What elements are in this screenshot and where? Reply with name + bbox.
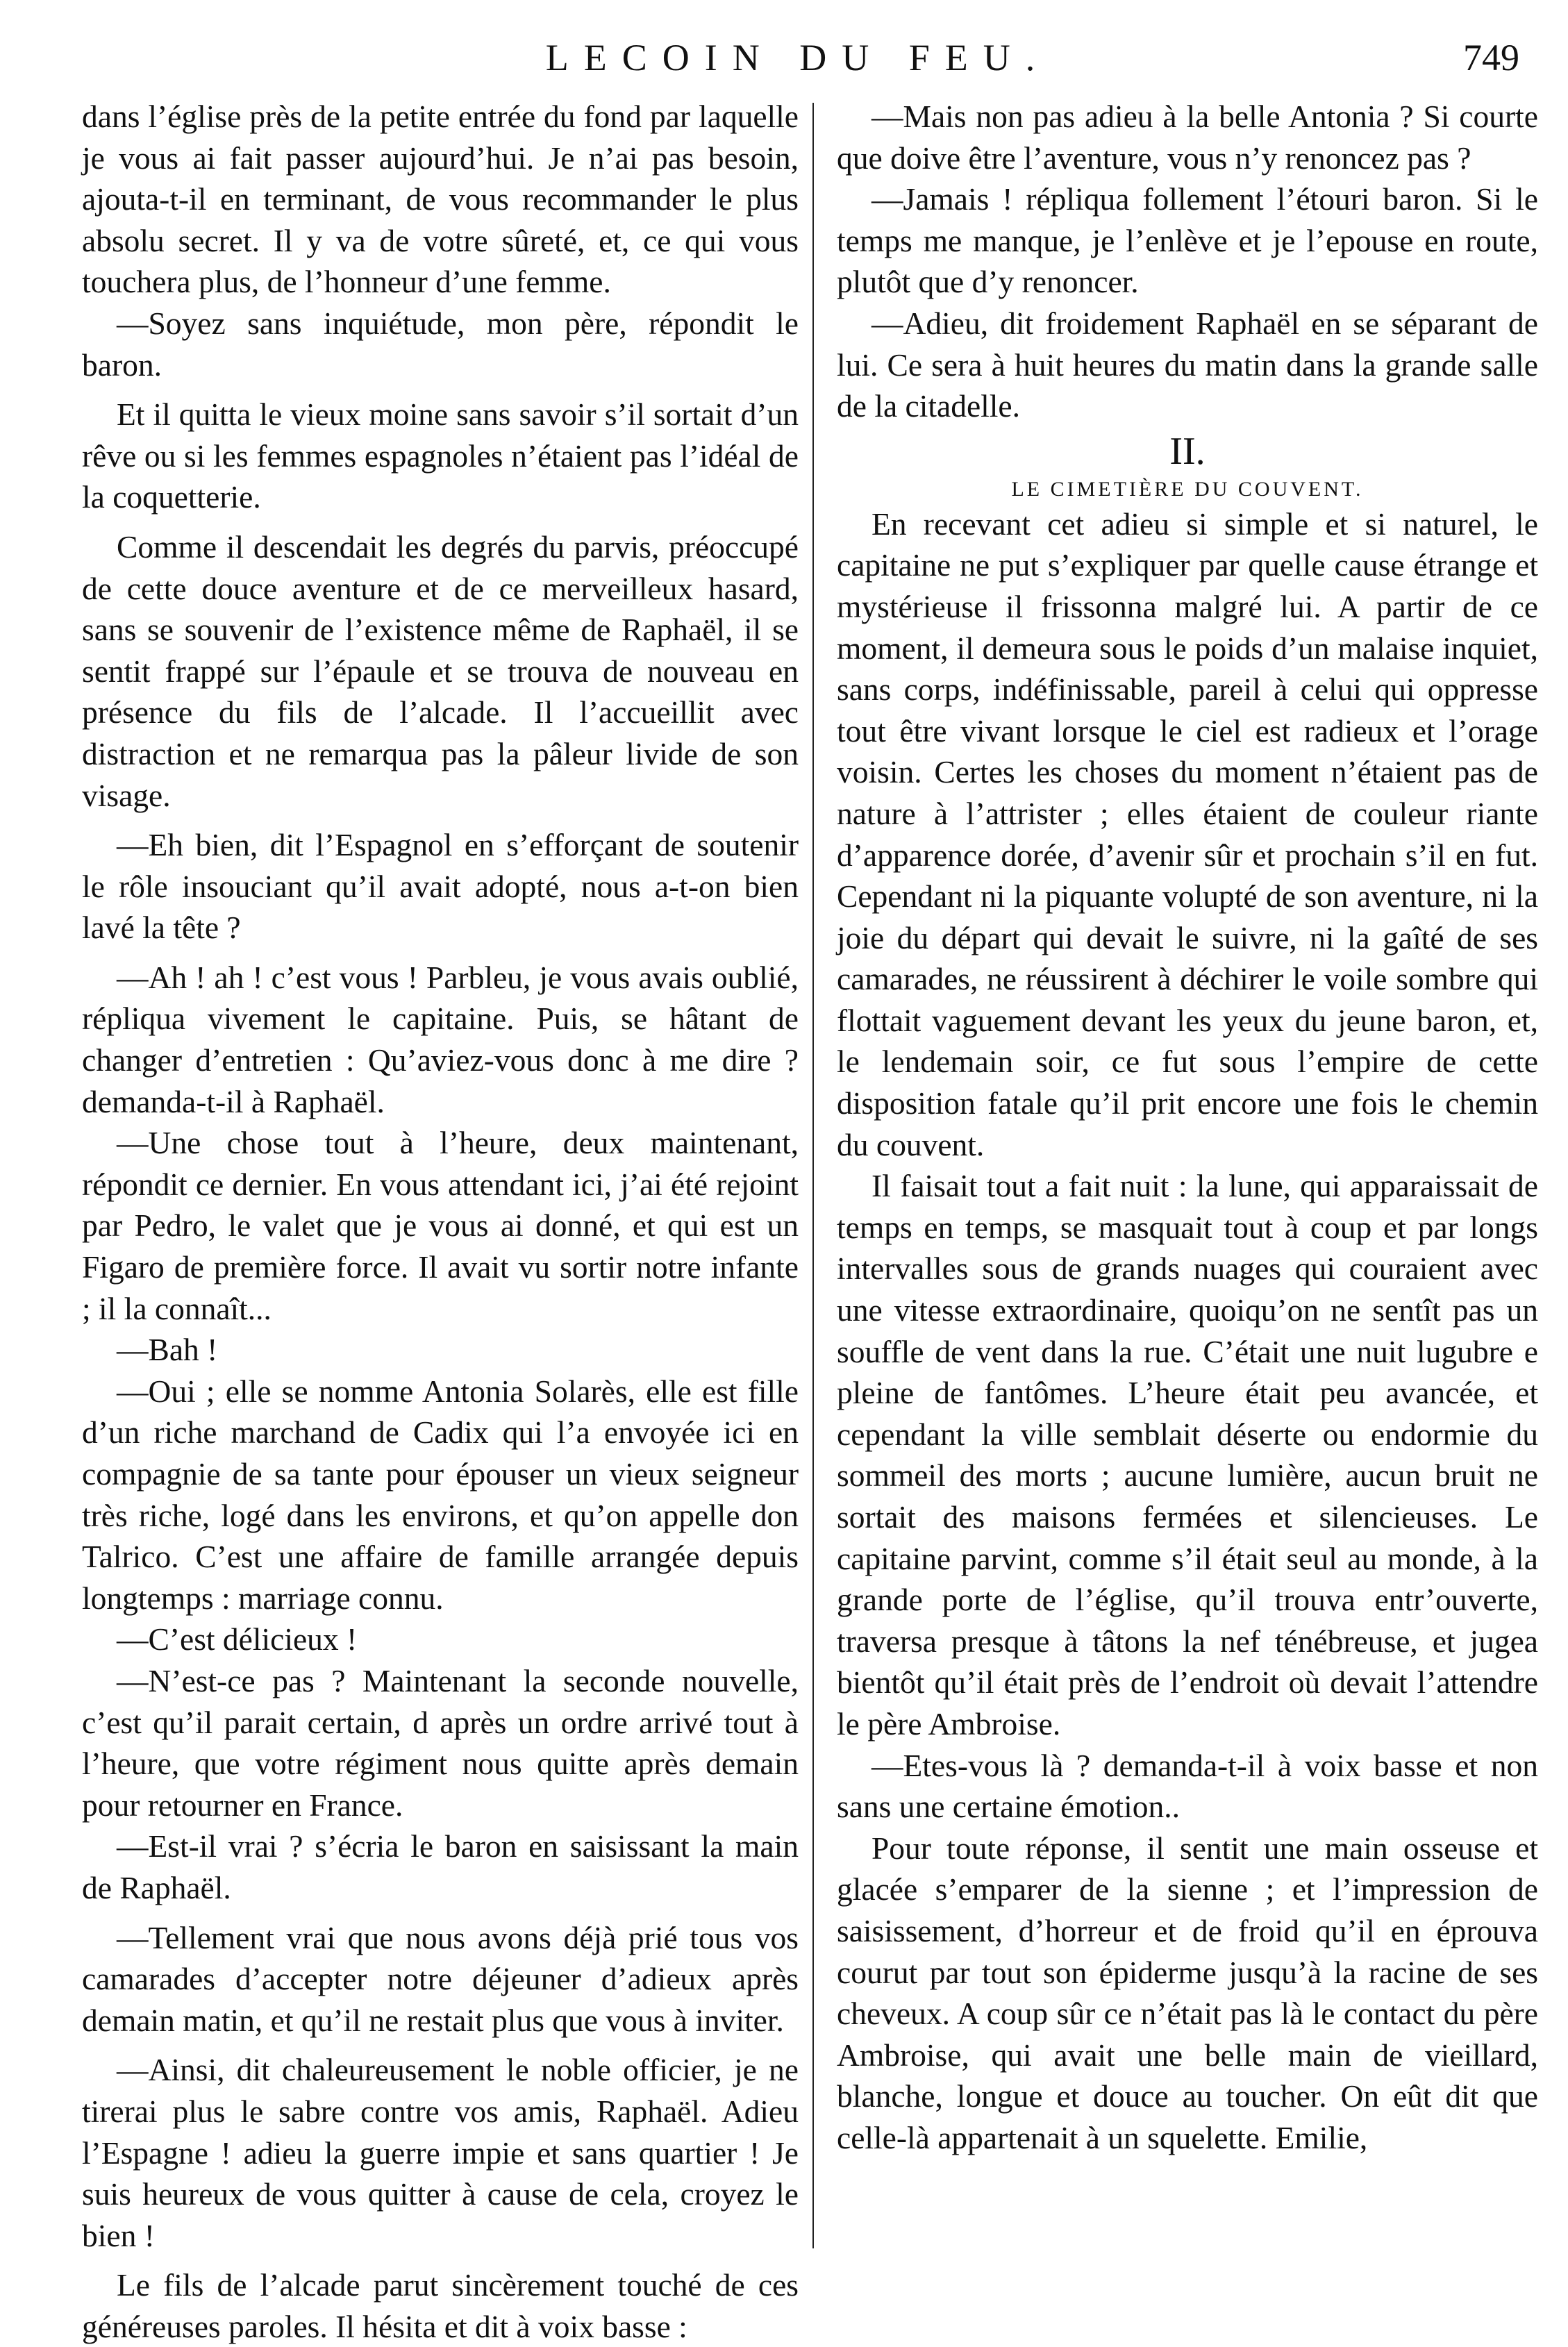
paragraph: —Ainsi, dit chaleureusement le noble officier, je ne tirerai plus le sabre contre vos amis, Raphaël. Adieu l’Espagne ! adieu la guerre impie et sans quartier ! Je suis heureux de vous quitter à cause de cela, croyez le bien !	[82, 2052, 799, 2253]
paragraph: —C’est délicieux !	[117, 1621, 358, 1657]
right-column	[837, 96, 1538, 2159]
paragraph: —Eh bien, dit l’Espagnol en s’efforçant de soutenir le rôle insouciant qu’il avait adopté, nous a-t-on bien lavé la tête ?	[82, 827, 799, 946]
paragraph: En recevant cet adieu si simple et si naturel, le capitaine ne put s’expliquer par quelle cause étrange et mystérieuse il frissonna malgré lui. A partir de ce moment, il demeura sous le poids d’un malaise inquiet, sans corps, indéfinissable, pareil à celui qui oppresse tout être vivant lorsque le ciel est radieux et l’orage voisin. Certes les choses du moment n’étaient pas de nature à l’attrister ; elles étaient de couleur riante d’apparence dorée, d’avenir sûr et prochain s’il en fut. Cependant ni la piquante volupté de son aventure, ni la joie du départ qui devait le suivre, ni la gaîté de ses camarades, ne réussirent à déchirer le voile sombre qui flottait vaguement devant les yeux du jeune baron, et, le lendemain soir, ce fut sous l’empire de cette disposition fatale qu’il prit encore une fois le chemin du couvent.	[837, 506, 1538, 1162]
paragraph: Il faisait tout a fait nuit : la lune, qui apparaissait de temps en temps, se masquait tout à coup et par longs intervalles sous de grands nuages qui couraient avec une vitesse extraordinaire, quoiqu’on ne sentît pas un souffle de vent dans la rue. C’était une nuit lugubre e pleine de fantômes. L’heure était peu avancée, et cependant la ville semblait déserte ou endormie du sommeil des morts ; aucune lumière, aucun bruit ne sortait des maisons fermées et silencieuses. Le capitaine parvint, comme s’il était seul au monde, à la grande porte de l’église, qu’il trouva entr’ouverte, traversa presque à tâtons la nef ténébreuse, et jugea bientôt qu’il était près de l’endroit où devait l’attendre le père Ambroise.	[837, 1168, 1538, 1742]
paragraph: —Jamais ! répliqua follement l’étouri baron. Si le temps me manque, je l’enlève et je l’epouse en route, plutôt que d’y renoncer.	[837, 181, 1538, 300]
paragraph: Pour toute réponse, il sentit une main osseuse et glacée s’emparer de la sienne ; et l’impression de saisissement, d’horreur et de froid qu’il en éprouva courut par tout son épiderme jusqu’à la racine de ses cheveux. A coup sûr ce n’était pas là le contact du père Ambroise, qui avait une belle main de vieillard, blanche, longue et douce au toucher. On eût dit que celle-là appartenait à un squelette. Emilie,	[837, 1830, 1538, 2155]
paragraph: —Bah !	[117, 1332, 218, 1368]
paragraph: —Une chose tout à l’heure, deux maintenant, répondit ce dernier. En vous attendant ici, j’ai été rejoint par Pedro, le valet que je vous ai donné, et qui est un Figaro de première force. Il avait vu sortir notre infante ; il la connaît...	[82, 1125, 799, 1326]
paragraph: —Etes-vous là ? demanda-t-il à voix basse et non sans une certaine émotion..	[837, 1747, 1538, 1825]
running-title: LECOIN DU FEU.	[545, 37, 1051, 78]
chapter-title: LE CIMETIÈRE DU COUVENT.	[1011, 477, 1364, 501]
running-head	[76, 33, 1519, 82]
paragraph: Le fils de l’alcade parut sincèrement touché de ces généreuses paroles. Il hésita et dit à voix basse :	[82, 2267, 799, 2344]
paragraph: Comme il descendait les degrés du parvis, préoccupé de cette douce aventure et de ce merveilleux hasard, sans se souvenir de l’existence même de Raphaël, il se sentit frappé sur l’épaule et se trouva de nouveau en présence du fils de l’alcade. Il l’accueillit avec distraction et ne remarqua pas la pâleur livide de son visage.	[82, 528, 799, 813]
paragraph: —Oui ; elle se nomme Antonia Solarès, elle est fille d’un riche marchand de Cadix qui l’a envoyée ici en compagnie de sa tante pour épouser un vieux seigneur très riche, logé dans les environs, et qu’on appelle don Talrico. C’est une affaire de famille arrangée depuis longtemps : marriage connu.	[82, 1373, 799, 1616]
column-divider	[812, 103, 814, 2248]
paragraph: dans l’église près de la petite entrée du fond par laquelle je vous ai fait passer aujourd’hui. Je n’ai pas besoin, ajouta-t-il en terminant, de vous recommander le plus absolu secret. Il y va de votre sûreté, et, ce qui vous touchera plus, de l’honneur d’une femme.	[82, 99, 799, 300]
paragraph: Et il quitta le vieux moine sans savoir s’il sortait d’un rêve ou si les femmes espagnoles n’étaient pas l’idéal de la coquetterie.	[82, 396, 799, 515]
left-column	[82, 96, 799, 2347]
paragraph: —Mais non pas adieu à la belle Antonia ? Si courte que doive être l’aventure, vous n’y renoncez pas ?	[837, 99, 1538, 176]
page-number: 749	[1463, 37, 1519, 78]
paragraph: —Tellement vrai que nous avons déjà prié tous vos camarades d’accepter notre déjeuner d’adieux après demain matin, et qu’il ne restait plus que vous à inviter.	[82, 1919, 799, 2038]
paragraph: —Soyez sans inquiétude, mon père, répondit le baron.	[82, 305, 799, 383]
paragraph: —N’est-ce pas ? Maintenant la seconde nouvelle, c’est qu’il parait certain, d après un ordre arrivé tout à l’heure, que votre régiment nous quitte après demain pour retourner en France.	[82, 1662, 799, 1823]
paragraph: —Est-il vrai ? s’écria le baron en saisissant la main de Raphaël.	[82, 1828, 799, 1905]
paragraph: —Adieu, dit froidement Raphaël en se séparant de lui. Ce sera à huit heures du matin dans la grande salle de la citadelle.	[837, 305, 1538, 424]
paragraph: —Ah ! ah ! c’est vous ! Parbleu, je vous avais oublié, répliqua vivement le capitaine. Puis, se hâtant de changer d’entretien : Qu’aviez-vous donc à me dire ? demanda-t-il à Raphaël.	[82, 959, 799, 1119]
chapter-number: II.	[1169, 429, 1206, 473]
